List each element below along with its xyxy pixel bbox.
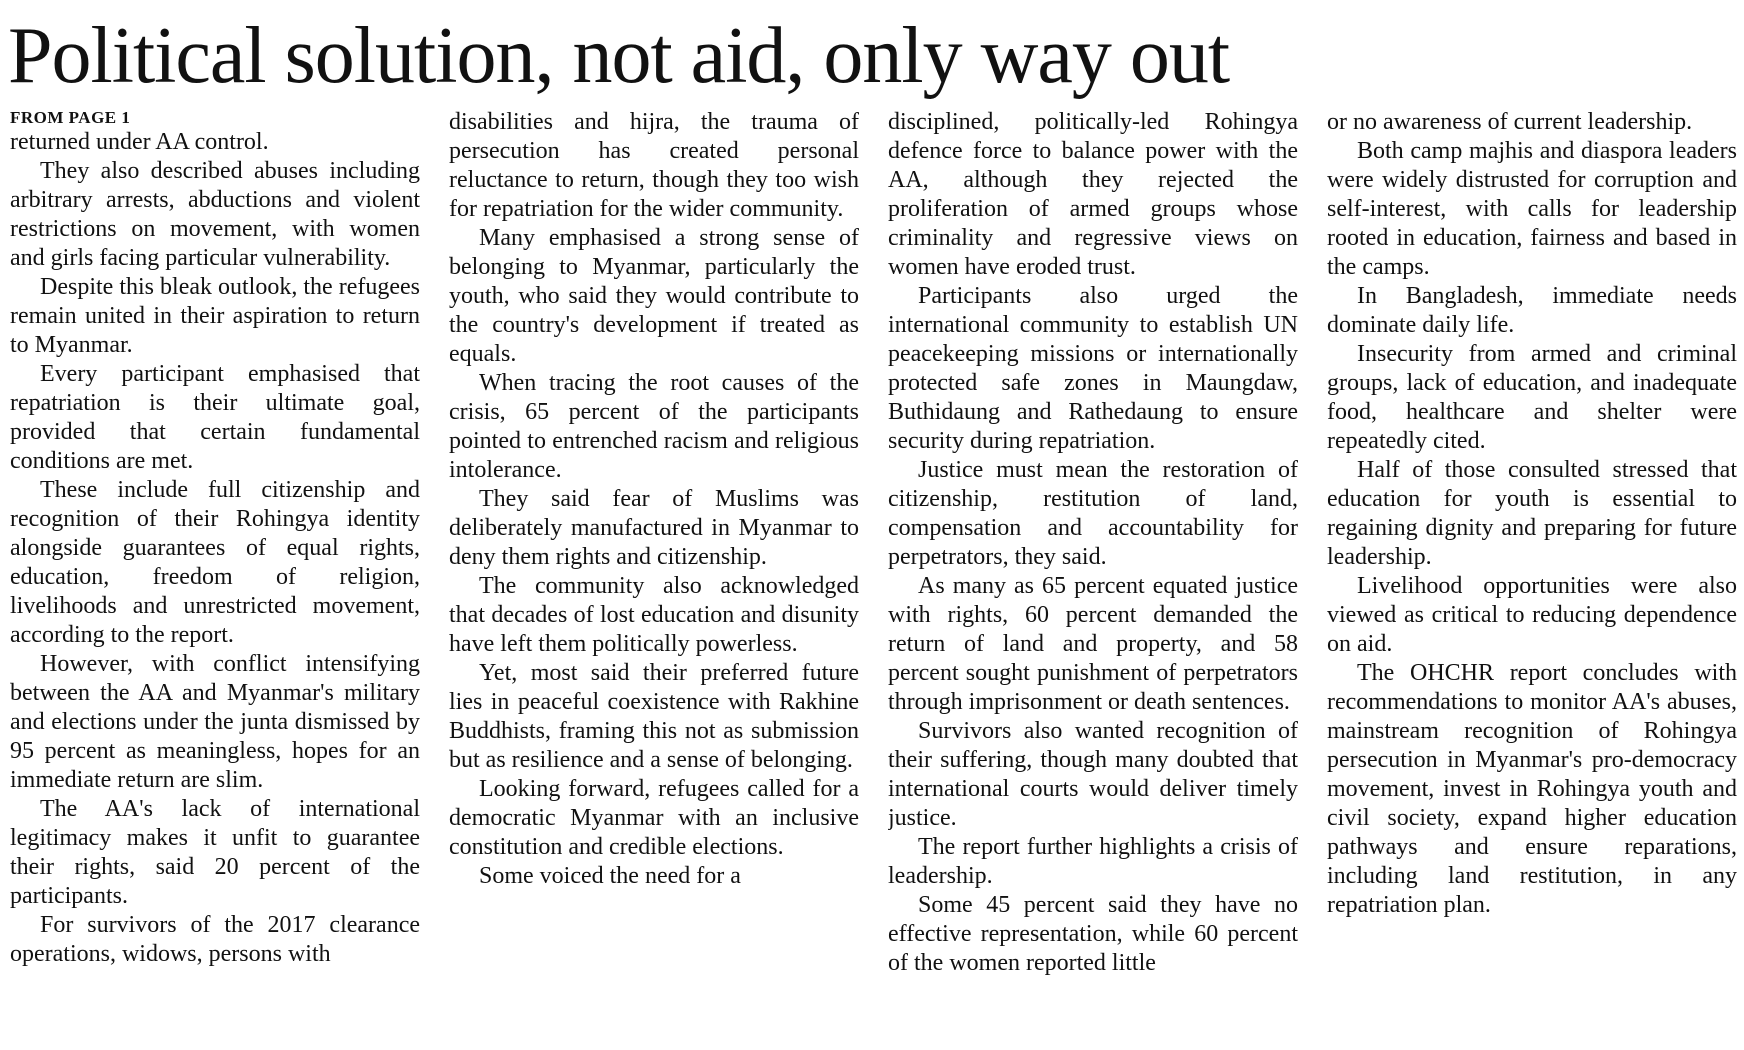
article-paragraph: As many as 65 percent equated justice with rights, 60 percent demanded the return of land and property, and 58 percent sought punishment of perpetrators through imprisonment or death sentences. <box>888 573 1298 715</box>
article-paragraph: They said fear of Muslims was deliberately manufactured in Myanmar to deny them rights and citizenship. <box>449 486 859 570</box>
article-paragraph: Livelihood opportunities were also viewed as critical to reducing dependence on aid. <box>1327 573 1737 657</box>
article-paragraph: Yet, most said their preferred future lies in peaceful coexistence with Rakhine Buddhists, framing this not as submission but as resilience and a sense of belonging. <box>449 660 859 773</box>
article-paragraph: Justice must mean the restoration of citizenship, restitution of land, compensation and accountability for perpetrators, they said. <box>888 457 1298 570</box>
article-paragraph: Participants also urged the international community to establish UN peacekeeping missions or internationally protected safe zones in Maungdaw, Buthidaung and Rathedaung to ensure security during repatriation. <box>888 283 1298 454</box>
article-paragraph: or no awareness of current leadership. <box>1327 109 1693 135</box>
article-paragraph: disciplined, politically-led Rohingya defence force to balance power with the AA, although they rejected the proliferation of armed groups whose criminality and regressive views on women have eroded trust. <box>888 109 1298 280</box>
article-column-4 <box>1327 108 1737 1040</box>
article-column-2 <box>449 108 859 1040</box>
article-paragraph: returned under AA control. <box>10 129 269 155</box>
article-paragraph: They also described abuses including arbitrary arrests, abductions and violent restrictions on movement, with women and girls facing particular vulnerability. <box>10 158 420 271</box>
article-paragraph: The OHCHR report concludes with recommendations to monitor AA's abuses, mainstream recognition of Rohingya persecution in Myanmar's pro-democracy movement, invest in Rohingya youth and civil society, expand higher education pathways and ensure reparations, including land restitution, in any repatriation plan. <box>1327 660 1737 918</box>
continued-from-label: FROM PAGE 1 <box>10 108 131 127</box>
article-paragraph: Every participant emphasised that repatriation is their ultimate goal, provided that certain fundamental conditions are met. <box>10 361 420 474</box>
article-paragraph: Both camp majhis and diaspora leaders were widely distrusted for corruption and self-interest, with calls for leadership rooted in education, fairness and based in the camps. <box>1327 138 1737 280</box>
article-paragraph: For survivors of the 2017 clearance operations, widows, persons with <box>10 912 420 967</box>
article-paragraph: When tracing the root causes of the crisis, 65 percent of the participants pointed to entrenched racism and religious intolerance. <box>449 370 859 483</box>
article-paragraph: Looking forward, refugees called for a democratic Myanmar with an inclusive constitution and credible elections. <box>449 776 859 860</box>
article-paragraph: Some 45 percent said they have no effective representation, while 60 percent of the women reported little <box>888 892 1298 976</box>
article-paragraph: Survivors also wanted recognition of their suffering, though many doubted that international courts would deliver timely justice. <box>888 718 1298 831</box>
article-paragraph: These include full citizenship and recognition of their Rohingya identity alongside guarantees of equal rights, education, freedom of religion, livelihoods and unrestricted movement, according to the report. <box>10 477 420 648</box>
article-paragraph: The report further highlights a crisis of leadership. <box>888 834 1298 889</box>
headline: Political solution, not aid, only way out <box>8 12 1230 100</box>
article-column-1 <box>10 108 420 1040</box>
article-paragraph: The community also acknowledged that decades of lost education and disunity have left them politically powerless. <box>449 573 859 657</box>
article-paragraph: However, with conflict intensifying between the AA and Myanmar's military and elections under the junta dismissed by 95 percent as meaningless, hopes for an immediate return are slim. <box>10 651 420 793</box>
article-column-3 <box>888 108 1298 1040</box>
article-paragraph: Some voiced the need for a <box>479 863 741 889</box>
article-paragraph: In Bangladesh, immediate needs dominate daily life. <box>1327 283 1737 338</box>
article-paragraph: Insecurity from armed and criminal groups, lack of education, and inadequate food, healthcare and shelter were repeatedly cited. <box>1327 341 1737 454</box>
article-paragraph: Half of those consulted stressed that education for youth is essential to regaining dignity and preparing for future leadership. <box>1327 457 1737 570</box>
article-paragraph: Despite this bleak outlook, the refugees remain united in their aspiration to return to Myanmar. <box>10 274 420 358</box>
article-paragraph: Many emphasised a strong sense of belonging to Myanmar, particularly the youth, who said they would contribute to the country's development if treated as equals. <box>449 225 859 367</box>
article-body <box>10 108 1737 1040</box>
article-paragraph: disabilities and hijra, the trauma of persecution has created personal reluctance to return, though they too wish for repatriation for the wider community. <box>449 109 859 222</box>
article-paragraph: The AA's lack of international legitimacy makes it unfit to guarantee their rights, said 20 percent of the participants. <box>10 796 420 909</box>
